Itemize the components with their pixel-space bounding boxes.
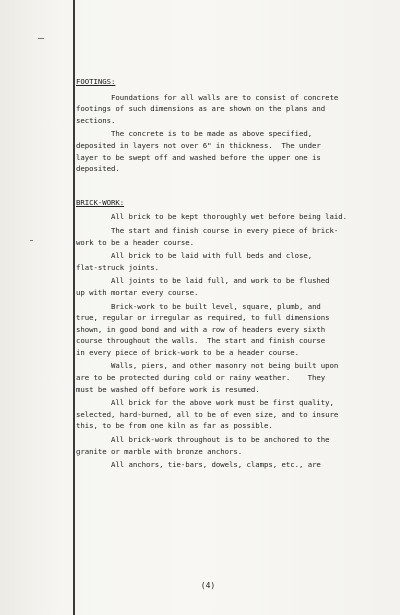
scan-mark <box>38 38 44 39</box>
footings-heading: FOOTINGS: <box>76 77 116 86</box>
document-body <box>76 76 396 471</box>
brickwork-paragraph: All brick for the above work must be first quality, selected, hard-burned, all to be of even size, and to insure this, to be from one kiln as far as possible. <box>76 398 339 431</box>
footings-paragraph: Foundations for all walls are to consist of concrete footings of such dimensions as are shown on the plans and sections. <box>76 92 339 125</box>
page-number: (4) <box>200 581 216 590</box>
footings-paragraph: The concrete is to be made as above specified, deposited in layers not over 6" in thickness. The under layer to be swept off and washed before the upper one is deposited. <box>76 129 321 174</box>
brickwork-paragraph: All joints to be laid full, and work to be flushed up with mortar every course. <box>76 276 330 297</box>
brickwork-heading: BRICK-WORK: <box>76 197 125 207</box>
margin-rule <box>73 0 75 615</box>
scan-mark <box>30 240 33 241</box>
brickwork-paragraph: All brick-work throughout is to be anchored to the granite or marble with bronze anchors. <box>76 435 330 456</box>
brickwork-paragraph: All brick to be laid with full beds and close, flat-struck joints. <box>76 251 313 272</box>
brickwork-paragraph: All anchors, tie-bars, dowels, clamps, etc., are <box>76 460 321 470</box>
brickwork-paragraph: Walls, piers, and other masonry not being built upon are to be protected during cold or rainy weather. They must be washed off before work is resumed. <box>76 361 339 394</box>
brickwork-paragraph: Brick-work to be built level, square, plumb, and true, regular or irregular as required, to full dimensions shown, in good bond and with a row of headers every sixth course throughout the walls. The start and finish course in every piece of brick-work to be a header course. <box>76 301 330 357</box>
brickwork-paragraph: All brick to be kept thoroughly wet before being laid. <box>76 212 348 222</box>
brickwork-paragraph: The start and finish course in every piece of brick- work to be a header course. <box>76 225 339 247</box>
